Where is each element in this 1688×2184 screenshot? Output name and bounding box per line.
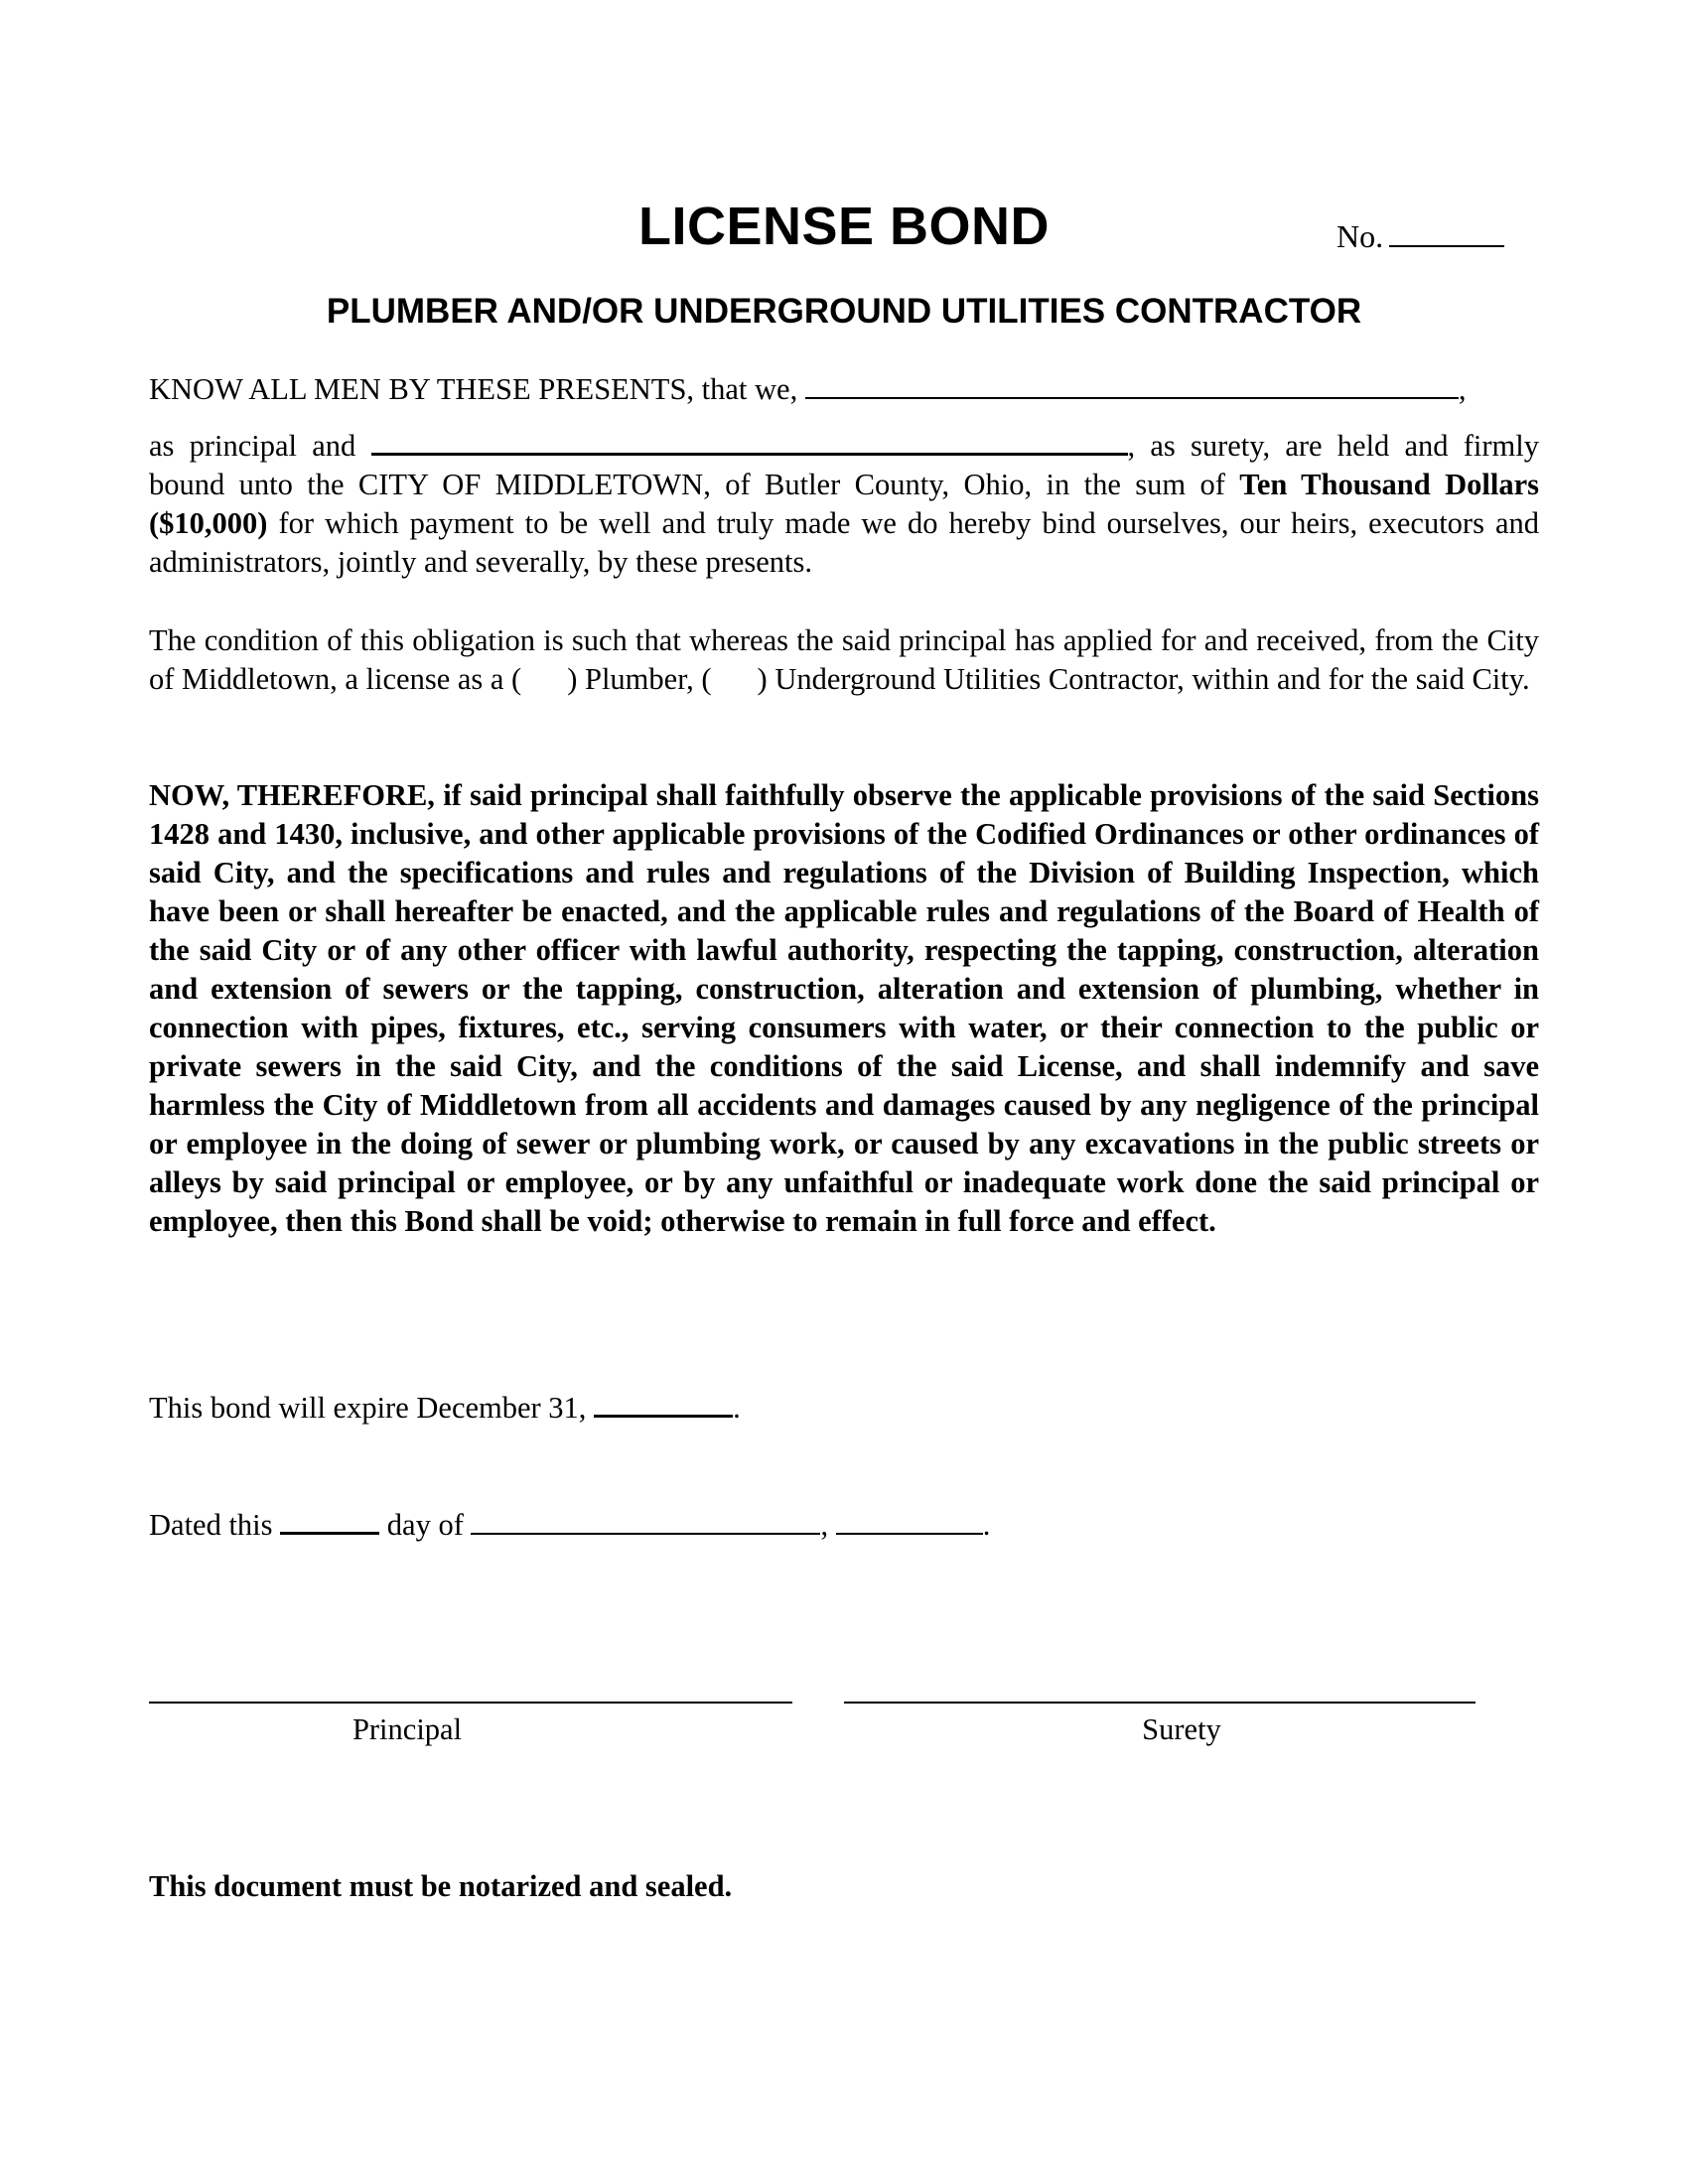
- bond-number-label: No.: [1336, 218, 1384, 254]
- principal-and-text: as principal and: [149, 429, 356, 463]
- dated-line: [149, 1505, 990, 1545]
- intro-line: [149, 369, 1466, 409]
- condition-paragraph: [149, 621, 1539, 699]
- surety-signature-line[interactable]: [844, 1702, 1476, 1704]
- document-subtitle: PLUMBER AND/OR UNDERGROUND UTILITIES CONTRACTOR: [326, 292, 1362, 331]
- bond-amount: Ten Thousand Dollars ($10,000): [149, 468, 1539, 540]
- dated-comma: ,: [820, 1508, 829, 1542]
- dated-period: .: [982, 1508, 991, 1542]
- now-therefore-paragraph: NOW, THEREFORE, if said principal shall faithfully observe the applicable provisions of the said Sections 1428 and 1430, inclusive, and other applicable provisions of the Codified Ordinances or other ordinances of said City, and the specifications and rules and regulations of the Division of Building Inspection, which have been or shall hereafter be enacted, and the applicable rules and regulations of the Board of Health of the said City or of any other officer with lawful authority, respecting the tapping, construction, alteration and extension of sewers or the tapping, construction, alteration and extension of plumbing, whether in connection with pipes, fixtures, etc., serving consumers with water, or their connection to the public or private sewers in the said City, and the conditions of the said License, and shall indemnify and save harmless the City of Middletown from all accidents and damages caused by any negligence of the principal or employee in the doing of sewer or plumbing work, or caused by any excavations in the public streets or alleys by said principal or employee, or by any unfaithful or inadequate work done the said principal or employee, then this Bond shall be void; otherwise to remain in full force and effect.: [149, 778, 1539, 1238]
- obligation-end-text: for which payment to be well and truly made we do hereby bind ourselves, our heirs, executors and administrators, jointly and severally, by these presents.: [149, 506, 1539, 579]
- principal-signature-line[interactable]: [149, 1702, 792, 1704]
- dated-text: Dated this: [149, 1508, 273, 1542]
- bond-number: [1336, 216, 1504, 256]
- surety-text: , as surety, are held and firmly bound unto the CITY OF MIDDLETOWN, of Butler County, Ohio, in the sum of: [149, 429, 1539, 501]
- surety-name-blank[interactable]: [371, 427, 1128, 456]
- notarization-notice: This document must be notarized and sealed.: [149, 1869, 733, 1903]
- year-blank[interactable]: [836, 1507, 983, 1535]
- condition-text-3: ) Underground Utilities Contractor, within and for the said City.: [757, 662, 1530, 696]
- surety-label: Surety: [1142, 1712, 1221, 1746]
- expiry-period: .: [733, 1391, 741, 1425]
- document-title: LICENSE BOND: [637, 197, 1051, 256]
- condition-text-2: ) Plumber, (: [567, 662, 712, 696]
- expiry-year-blank[interactable]: [594, 1389, 733, 1418]
- day-blank[interactable]: [280, 1506, 379, 1535]
- intro-comma: ,: [1458, 372, 1467, 406]
- month-blank[interactable]: [471, 1507, 820, 1535]
- intro-text: KNOW ALL MEN BY THESE PRESENTS, that we,: [149, 372, 798, 406]
- expiry-line: [149, 1388, 741, 1428]
- obligation-paragraph: [149, 427, 1539, 582]
- principal-name-blank[interactable]: [805, 371, 1459, 399]
- bond-number-blank[interactable]: [1389, 217, 1504, 247]
- expiry-text: This bond will expire December 31,: [149, 1391, 587, 1425]
- principal-label: Principal: [352, 1712, 463, 1746]
- day-of-text: day of: [386, 1508, 464, 1542]
- condition-text-1: The condition of this obligation is such that whereas the said principal has applied for and received, from the City of Middletown, a license as a (: [149, 623, 1539, 696]
